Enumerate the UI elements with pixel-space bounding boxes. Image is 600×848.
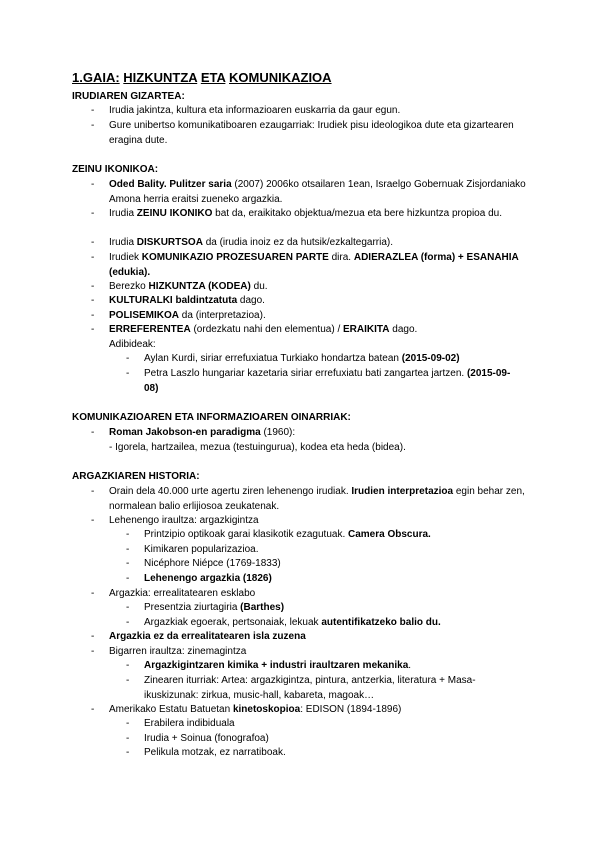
section-heading-argazkiaren-historia: ARGAZKIAREN HISTORIA: bbox=[72, 471, 200, 482]
document-page: 1.GAIA: HIZKUNTZA ETA KOMUNIKAZIOA IRUDIAREN GIZARTEA: - Irudia jakintza, kultura eta informazioaren euskarria da gaur egun. - Gure unibertso komunikatiboaren ezaugarriak: Irudiek pisu ideologikoa dute eta gizartearen eragina dute. ZEINU IKONIKOA: - Oded Bality. Pulitzer saria (2007) 2006ko otsailaren 1ean, Israelgo Gobernuak Zisjordaniako Amona herria eraitsi zueneko argazkia. - Irudia ZEINU IKONIKO bat da, eraikitako objektua/mezua eta bere hizkuntza propioa du. - Irudia DISKURTSOA da (irudia inoiz ez da hutsik/ezkaltegarria). - Irudiek KOMUNIKAZIO PROZESUAREN PARTE dira. ADIERAZLEA (forma) + ESANAHIA (edukia). - Berezko HIZKUNTZA (KODEA) du. - KULTURALKI baldintzatuta dago. - POLISEMIKOA da (interpretazioa). - ERREFERENTEA (ordezkatu nahi den elementua) / ERAIKITA dago. Adibideak: - Aylan Kurdi, siriar errefuxiatua Turkiako hondartza batean (2015-09-02) - Petra Laszlo hungariar kazetaria siriar errefuxiatu bati zangartea jartzen. (2015-09-08) KOMUNIKAZIOAREN ETA INFORMAZIOAREN OINARRIAK: - Roman Jakobson-en paradigma (1960): - Igorela, hartzailea, mezua (testuingurua), kodea eta heda (bidea). ARGAZKIAREN HISTORIA: - Orain dela 40.000 urte agertu ziren lehenengo irudiak. Irudien interpretazioa egin behar zen, normalean balio erlijiosoa zeukatenak. - Lehenengo iraultza: argazkigintza - Printzipio optikoak garai klasikotik ezagutuak. Camera Obscura. - Kimikaren popularizazioa. - Nicéphore Niépce (1769-1833) - Lehenengo argazkia (1826) - Argazkia: errealitatearen esklabo - Presentzia ziurtagiria (Barthes) - Argazkiak egoerak, pertsonaiak, lekuak autentifikatzeko balio du. - Argazkia ez da errealitatearen isla zuzena - Bigarren iraultza: zinemagintza - Argazkigintzaren kimika + industri iraultzaren mekanika. - Zinearen iturriak: Artea: argazkigintza, pintura, antzerkia, literatura + Masa-ikuskizunak: zirkua, music-hall, kabareta, magoak… - Amerikako Estatu Batuetan kinetoskopioa: EDISON (1894-1896) - Erabilera indibiduala - Irudia + Soinua (fonografoa) - Pelikula motzak, ez narratiboak. bbox=[72, 70, 526, 758]
page-title: 1.GAIA: HIZKUNTZA ETA KOMUNIKAZIOA bbox=[72, 70, 332, 85]
section-heading-zeinu-ikonikoa: ZEINU IKONIKOA: bbox=[72, 164, 159, 175]
examples-label: Adibideak: bbox=[109, 339, 156, 350]
section-heading-irudiaren-gizartea: IRUDIAREN GIZARTEA: bbox=[72, 91, 185, 102]
list-item-sub: - Igorela, hartzailea, mezua (testuingurua), kodea eta heda (bidea). bbox=[109, 442, 406, 453]
section-heading-komunikazioaren-oinarriak: KOMUNIKAZIOAREN ETA INFORMAZIOAREN OINARRIAK: bbox=[72, 412, 351, 423]
